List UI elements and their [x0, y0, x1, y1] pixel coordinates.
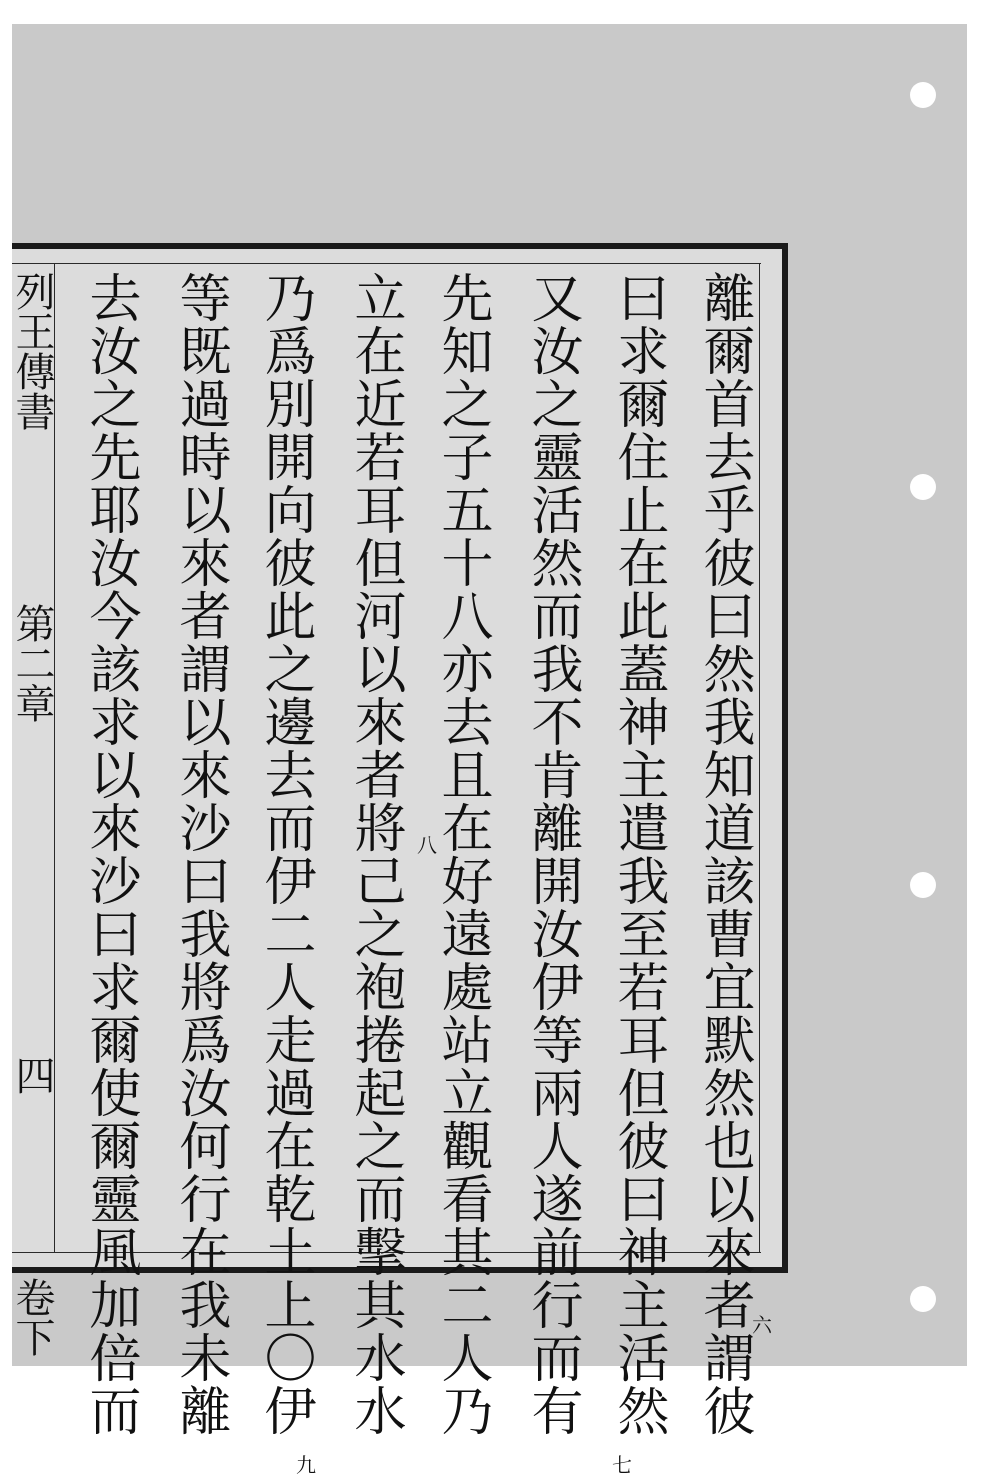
- frame-rule-right: [759, 263, 760, 1253]
- text-column-6: 乃爲別開向彼此之邊去而伊二人走過在乾土上〇伊: [255, 271, 315, 1437]
- text-column-7: 等既過時以來者謂以來沙曰我將爲汝何行在我未離: [170, 271, 230, 1437]
- page-number: 四: [9, 1055, 55, 1095]
- punch-hole: [910, 82, 936, 108]
- margin-column: [9, 271, 55, 1357]
- text-column-2: 曰求爾住止在此蓋神主遣我至若耳但彼曰神主活然: [608, 271, 668, 1437]
- text-column-5: 立在近若耳但河以來者將己之袍捲起之而擊其水水: [345, 271, 405, 1437]
- printed-text-block: [9, 243, 788, 1477]
- text-column-8: 去汝之先耶汝今該求以來沙曰求爾使爾靈風加倍而: [80, 271, 140, 1437]
- text-column-4: 先知之子五十八亦去且在好遠處站立觀看其二人乃: [432, 271, 492, 1437]
- book-title: 列王傳書: [9, 271, 55, 431]
- punch-hole: [910, 872, 936, 898]
- text-column-3: 又汝之靈活然而我不肯離開汝伊等兩人遂前行而有: [522, 271, 582, 1437]
- text-column-1: 離爾首去乎彼曰然我知道該曹宜默然也以來者謂彼: [694, 271, 754, 1437]
- verse-mark: 九: [296, 1453, 316, 1477]
- verse-mark: 八: [417, 833, 437, 857]
- chapter-label: 第二章: [9, 603, 55, 723]
- frame-rule-top: [12, 263, 761, 264]
- verse-mark: 六: [752, 1313, 772, 1337]
- punch-hole: [910, 1286, 936, 1312]
- punch-hole: [910, 474, 936, 500]
- volume-label: 卷下: [9, 1277, 55, 1357]
- verse-mark: 七: [612, 1453, 632, 1477]
